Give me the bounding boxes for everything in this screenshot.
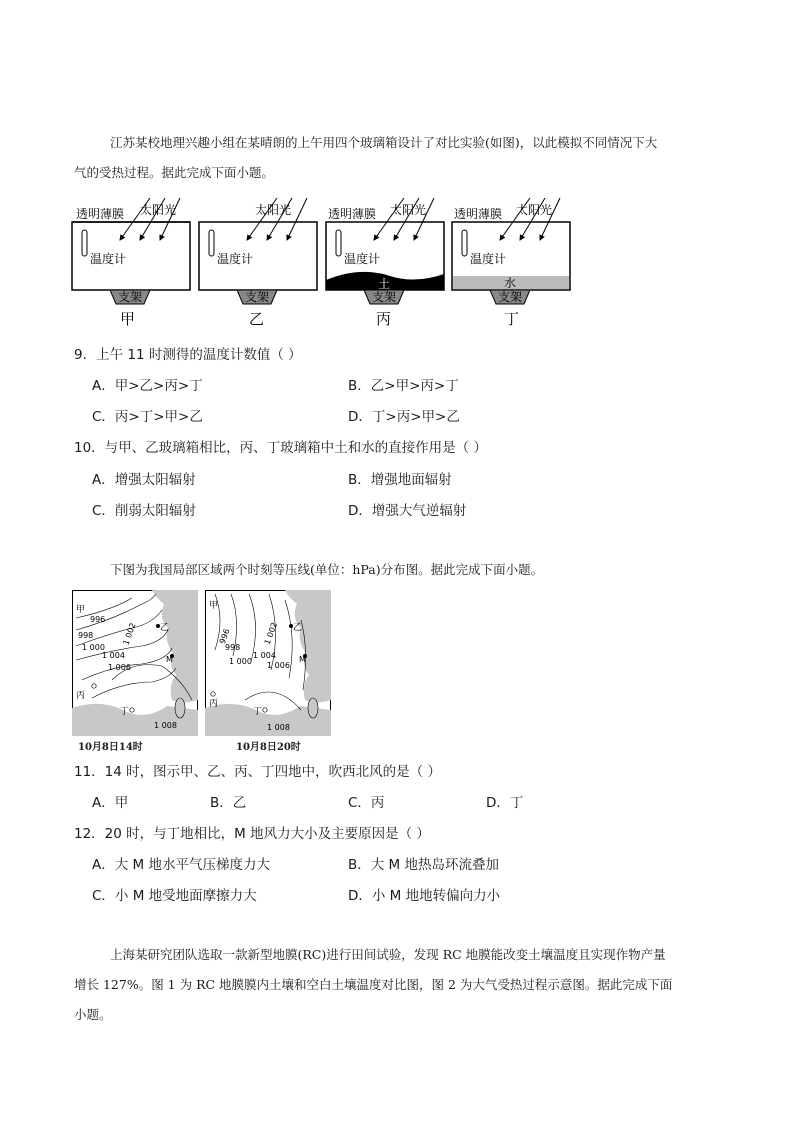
sun-label-jia: 太阳光: [140, 203, 177, 217]
stand-label-jia: 支架: [118, 290, 143, 304]
q9-option-a[interactable]: A．甲>乙>丙>丁: [92, 378, 203, 394]
place-yi-left: 乙: [160, 623, 170, 633]
film-label-jia: 透明薄膜: [76, 207, 125, 221]
map-20h-caption: 10月8日20时: [236, 742, 301, 753]
thermo-label-bing: 温度计: [344, 252, 381, 266]
intro-1-line-2: 气的受热过程。据此完成下面小题。: [74, 165, 275, 180]
place-bing-right: 丙: [209, 699, 219, 709]
box-name-bing: 丙: [376, 310, 392, 328]
isobar-label-1002-right: 1 002: [262, 621, 280, 646]
film-label-bing: 透明薄膜: [328, 207, 377, 221]
question-10-stem: 10．与甲、乙玻璃箱相比，丙、丁玻璃箱中土和水的直接作用是（ ）: [74, 440, 487, 456]
q12-option-d[interactable]: D．小 M 地地转偏向力小: [348, 888, 501, 904]
q12-option-a[interactable]: A．大 M 地水平气压梯度力大: [92, 857, 270, 873]
place-yi-right: 乙: [293, 623, 303, 633]
stand-label-bing: 支架: [372, 290, 397, 304]
q12-option-b[interactable]: B．大 M 地热岛环流叠加: [348, 857, 499, 873]
thermo-label-jia: 温度计: [90, 252, 127, 266]
question-9-stem: 9．上午 11 时测得的温度计数值（ ）: [74, 347, 302, 363]
intro-3-line-3: 小题。: [74, 1007, 112, 1022]
q9-option-c[interactable]: C．丙>丁>甲>乙: [92, 409, 203, 425]
sun-label-bing: 太阳光: [390, 203, 427, 217]
place-ding-left: 丁: [120, 707, 130, 717]
q10-option-b[interactable]: B．增强地面辐射: [348, 472, 452, 488]
isobar-label-1006-right: 1 006: [267, 661, 290, 670]
isobar-label-998-right: 998: [225, 643, 241, 652]
place-m-left: M: [166, 655, 173, 664]
question-11-stem: 11．14 时，图示甲、乙、丙、丁四地中，吹西北风的是（ ）: [74, 764, 441, 780]
place-m-right: M: [299, 655, 306, 664]
q9-option-d[interactable]: D．丁>丙>甲>乙: [348, 409, 460, 425]
map-14h-caption: 10月8日14时: [78, 742, 143, 753]
intro-3-line-1: 上海某研究团队选取一款新型地膜(RC)进行田间试验，发现 RC 地膜能改变土壤温度且实现作物产量: [110, 947, 666, 962]
q12-option-c[interactable]: C．小 M 地受地面摩擦力大: [92, 888, 257, 904]
q11-option-d[interactable]: D．丁: [486, 795, 524, 811]
isobar-label-1000-right: 1 000: [229, 657, 252, 666]
isobar-map-20h: [205, 590, 331, 736]
place-jia-right: 甲: [209, 601, 219, 611]
stand-label-ding: 支架: [498, 290, 523, 304]
intro-paragraph-3: [74, 940, 724, 1030]
q11-option-b[interactable]: B．乙: [210, 795, 247, 811]
soil-label: 土: [378, 277, 391, 291]
q9-option-b[interactable]: B．乙>甲>丙>丁: [348, 378, 459, 394]
q10-option-d[interactable]: D．增强大气逆辐射: [348, 503, 467, 519]
question-12-stem: 12．20 时，与丁地相比，M 地风力大小及主要原因是（ ）: [74, 826, 430, 842]
q10-option-a[interactable]: A．增强太阳辐射: [92, 472, 196, 488]
water-label: 水: [504, 276, 517, 290]
box-name-yi: 乙: [249, 310, 265, 328]
isobar-label-1006-left: 1 006: [108, 663, 131, 672]
isobar-label-996-right: 996: [217, 627, 232, 646]
intro-paragraph-2: 下图为我国局部区域两个时刻等压线(单位：hPa)分布图。据此完成下面小题。: [110, 562, 544, 577]
intro-3-line-2: 增长 127%。图 1 为 RC 地膜膜内土壤和空白土壤温度对比图，图 2 为大气受热过程示意图。据此完成下面: [74, 977, 673, 992]
isobar-label-1008-right: 1 008: [267, 723, 290, 732]
thermo-label-ding: 温度计: [470, 252, 507, 266]
stand-label-yi: 支架: [245, 290, 270, 304]
film-label-ding: 透明薄膜: [454, 207, 503, 221]
isobar-label-1004-left: 1 004: [102, 651, 125, 660]
experiment-figure: [70, 196, 580, 331]
isobar-label-1008-left: 1 008: [154, 721, 177, 730]
intro-paragraph-1: [74, 128, 724, 188]
isobar-label-1004-right: 1 004: [253, 651, 276, 660]
box-name-jia: 甲: [120, 310, 136, 328]
isobar-map-14h: [72, 590, 198, 736]
box-name-ding: 丁: [504, 310, 520, 328]
isobar-label-996-left: 996: [90, 615, 106, 624]
thermo-label-yi: 温度计: [217, 252, 254, 266]
q11-option-c[interactable]: C．丙: [348, 795, 385, 811]
place-jia-left: 甲: [76, 605, 86, 615]
isobar-label-1002-left: 1 002: [121, 621, 138, 647]
sun-label-yi: 太阳光: [255, 203, 292, 217]
isobar-label-1000-left: 1 000: [82, 643, 105, 652]
q11-option-a[interactable]: A．甲: [92, 795, 129, 811]
isobar-label-998-left: 998: [78, 631, 94, 640]
place-bing-left: 丙: [76, 691, 86, 701]
q10-option-c[interactable]: C．削弱太阳辐射: [92, 503, 196, 519]
place-ding-right: 丁: [253, 707, 263, 717]
sun-label-ding: 太阳光: [516, 203, 553, 217]
intro-1-line-1: 江苏某校地理兴趣小组在某晴朗的上午用四个玻璃箱设计了对比实验(如图)，以此模拟不同情况下大: [110, 135, 658, 150]
